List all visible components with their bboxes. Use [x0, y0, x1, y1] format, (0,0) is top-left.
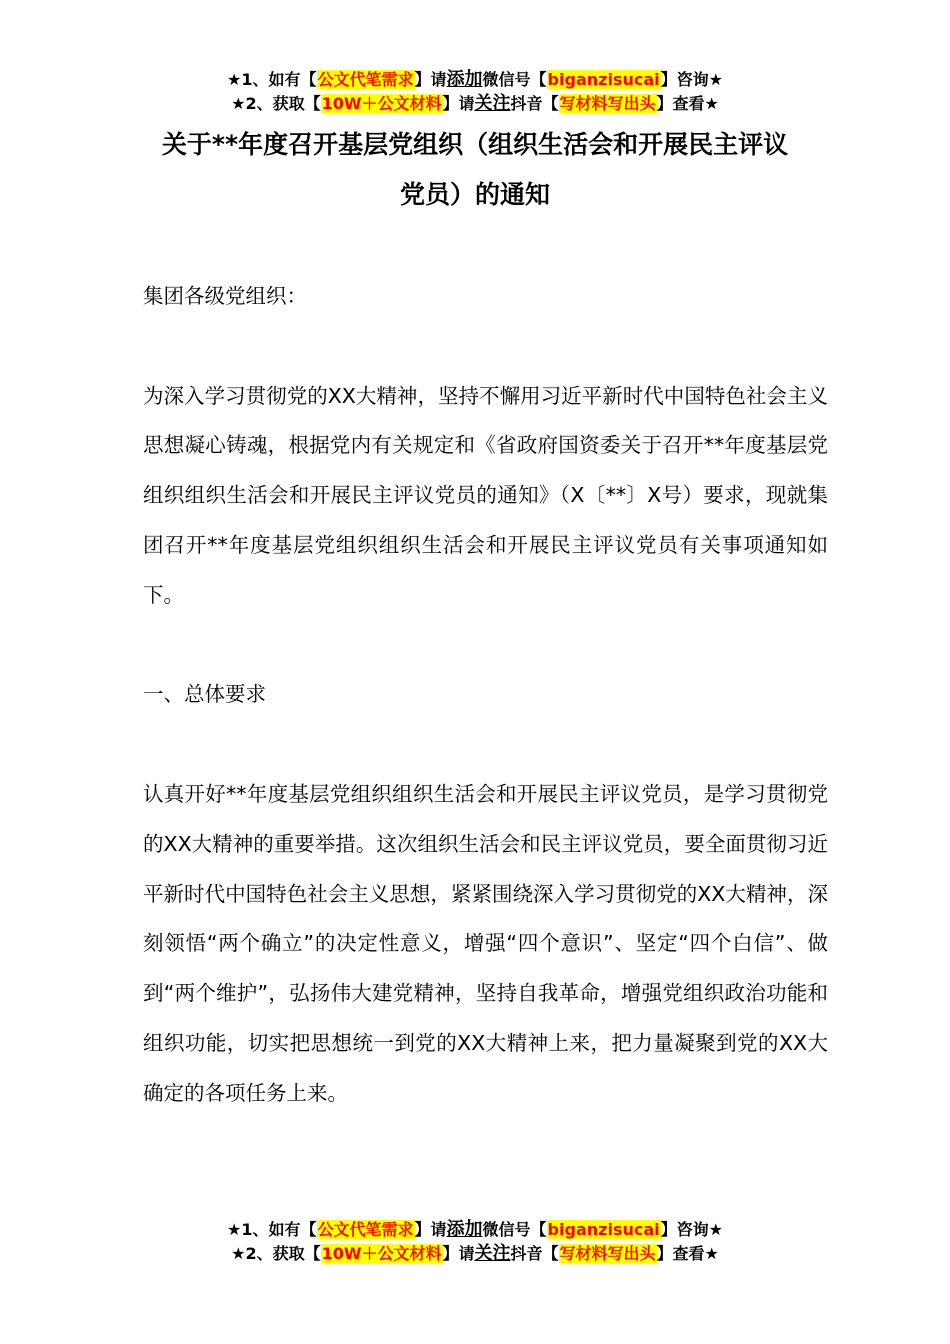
title-line-1: 关于**年度召开基层党组织（组织生活会和开展民主评议 — [161, 130, 789, 159]
highlight-wechat-id: biganzisucai — [547, 70, 660, 89]
highlight-wechat-id: biganzisucai — [547, 1220, 660, 1239]
highlight-materials: 10W＋公文材料 — [321, 1244, 442, 1263]
banner-line-1: ★1、如有【公文代笔需求】请添加微信号【biganzisucai】咨询★ — [227, 1219, 723, 1240]
highlight-douyin: 写材料写出头 — [559, 1244, 656, 1263]
intro-paragraph: 为深入学习贯彻党的XX大精神，坚持不懈用习近平新时代中国特色社会主义思想凝心铸魂，根据党内有关规定和《省政府国资委关于召开**年度基层党组织组织生活会和开展民主评议党员的通知》（X〔**〕X号）要求，现就集团召开**年度基层党组织组织生活会和开展民主评议党员有关事项通知如下。 — [143, 383, 828, 607]
salutation: 集团各级党组织： — [143, 284, 307, 308]
banner-line-1: ★1、如有【公文代笔需求】请添加微信号【biganzisucai】咨询★ — [227, 69, 723, 90]
title-line-2: 党员）的通知 — [399, 180, 550, 209]
banner-line-2: ★2、获取【10W＋公文材料】请关注抖音【写材料写出头】查看★ — [231, 1243, 719, 1264]
section-paragraph: 认真开好**年度基层党组织组织生活会和开展民主评议党员，是学习贯彻党的XX大精神的重要举措。这次组织生活会和民主评议党员，要全面贯彻习近平新时代中国特色社会主义思想，紧紧围绕深入学习贯彻党的XX大精神，深刻领悟“两个确立”的决定性意义，增强“四个意识”、坚定“四个白信”、做到“两个维护”，弘扬伟大建党精神，坚持自我革命，增强党组织政治功能和组织功能，切实把思想统一到党的XX大精神上来，把力量凝聚到党的XX大确定的各项任务上来。 — [143, 781, 828, 1105]
section-heading: 一、总体要求 — [143, 682, 266, 707]
highlight-service: 公文代笔需求 — [317, 1220, 414, 1239]
highlight-materials: 10W＋公文材料 — [321, 94, 442, 113]
highlight-service: 公文代笔需求 — [317, 70, 414, 89]
highlight-douyin: 写材料写出头 — [559, 94, 656, 113]
top-banner — [0, 68, 950, 116]
bottom-banner — [0, 1218, 950, 1266]
banner-line-2: ★2、获取【10W＋公文材料】请关注抖音【写材料写出头】查看★ — [231, 93, 719, 114]
document-title — [120, 120, 830, 220]
document-body — [143, 272, 828, 1119]
